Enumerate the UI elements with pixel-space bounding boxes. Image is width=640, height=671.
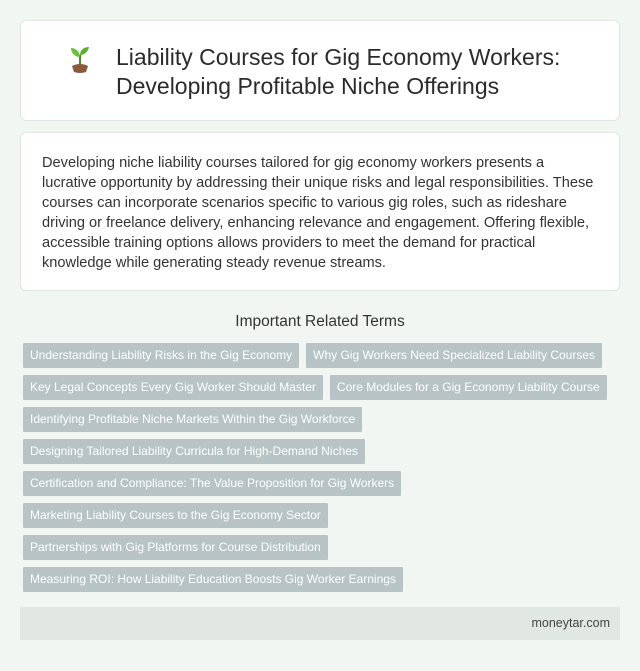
title-card [20,20,620,121]
title-wrap [66,43,560,101]
term-tag[interactable]: Identifying Profitable Niche Markets Within the Gig Workforce [23,407,362,432]
footer-site-link[interactable]: moneytar.com [531,616,610,630]
term-tag[interactable]: Why Gig Workers Need Specialized Liability Courses [306,343,602,368]
term-tag[interactable]: Core Modules for a Gig Economy Liability Course [330,375,607,400]
summary-text: Developing niche liability courses tailored for gig economy workers presents a lucrative opportunity by addressing their unique risks and legal responsibilities. These courses can incorporate scenarios specific to various gig roles, such as rideshare driving or freelance delivery, enhancing relevance and engagement. Offering flexible, accessible training options allows providers to meet the demand for practical knowledge while generating steady revenue streams. [42,155,594,271]
term-tag[interactable]: Marketing Liability Courses to the Gig Economy Sector [23,503,328,528]
summary-card [20,132,620,291]
term-row [23,439,623,464]
term-row [23,471,623,496]
term-tag[interactable]: Measuring ROI: How Liability Education Boosts Gig Worker Earnings [23,567,403,592]
page-title: Liability Courses for Gig Economy Workers: Developing Profitable Niche Offerings [116,44,561,99]
term-row [23,343,623,368]
term-row [23,407,623,432]
related-terms-heading: Important Related Terms [235,313,405,330]
footer [20,607,620,640]
term-tag[interactable]: Certification and Compliance: The Value Proposition for Gig Workers [23,471,401,496]
term-row [23,567,623,592]
term-row [23,375,623,400]
term-tag[interactable]: Partnerships with Gig Platforms for Course Distribution [23,535,328,560]
term-tag[interactable]: Designing Tailored Liability Curricula for High-Demand Niches [23,439,365,464]
sprout-icon [66,44,94,74]
term-row [23,503,623,528]
term-tag[interactable]: Key Legal Concepts Every Gig Worker Should Master [23,375,323,400]
term-row [23,535,623,560]
related-terms-list [23,343,623,599]
term-tag[interactable]: Understanding Liability Risks in the Gig Economy [23,343,299,368]
